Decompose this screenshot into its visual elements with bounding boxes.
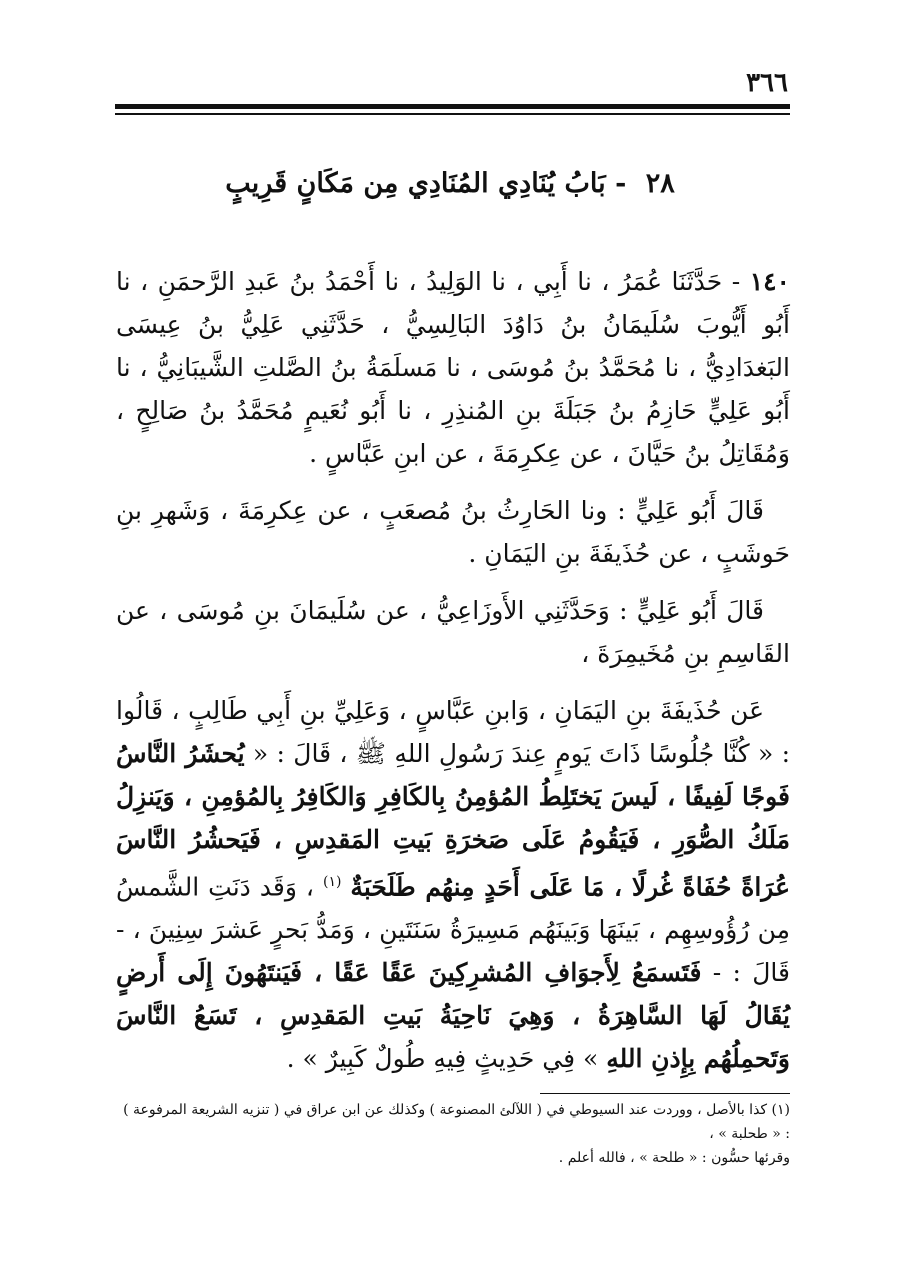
hadith-number-dash: - bbox=[731, 267, 741, 296]
matn-part-2: فَتَسمَعُ لِأَجوَافِ المُشرِكِينَ عَقًا عَقًا ، فَيَنتَهُونَ إِلَى أَرضٍ يُقَالُ لَهَا السَّاهِرَةُ ، وَهِيَ نَاحِيَةُ بَيتِ المَقدِسِ ، تَسَعُ النَّاسَ وَتَحمِلُهُم بِإِذنِ اللهِ bbox=[116, 958, 790, 1074]
chapter-dash: - bbox=[615, 168, 627, 199]
footnote-rule bbox=[540, 1093, 790, 1094]
matn-middle: ، وَقَد دَنَتِ الشَّمسُ مِن رُؤُوسِهِم ، بَينَهَا وَبَينَهُم مَسِيرَةُ سَنَتَينِ ، وَمَدُّ بَحرٍ عَشرَ سِنِينَ ، - قَالَ : - bbox=[116, 872, 790, 988]
chapter-number: ٢٨ bbox=[645, 168, 675, 199]
matn-intro: عَن حُذَيفَةَ بنِ اليَمَانِ ، وَابنِ عَبَّاسٍ ، وَعَلِيِّ بنِ أَبِي طَالِبٍ ، قَالُوا : « كُنَّا جُلُوسًا ذَاتَ يَومٍ عِندَ رَسُولِ اللهِ ﷺ ، قَالَ : « bbox=[116, 696, 791, 768]
hadith-isnad-main bbox=[116, 260, 790, 475]
footnotes bbox=[116, 1098, 790, 1170]
page-number: ٣٦٦ bbox=[746, 68, 788, 98]
footnote-reference: (١) bbox=[322, 874, 342, 890]
footnote-line: وقرئها حسُّون : « طلحة » ، فالله أعلم . bbox=[558, 1150, 790, 1166]
chapter-title-text: بَابُ يُنَادِي المُنَادِي مِن مَكَانٍ قَرِيبٍ bbox=[225, 168, 606, 199]
matn-part-1: يُحشَرُ النَّاسُ فَوجًا لَفِيفًا ، لَيسَ يَختَلِطُ المُؤمِنُ بِالكَافِرِ وَالكَافِرُ بِالمُؤمِنِ ، وَيَنزِلُ مَلَكُ الصُّوَرِ ، فَيَقُومُ عَلَى صَخرَةِ بَيتِ المَقدِسِ ، فَيَحشُرُ النَّاسَ عُرَاةً حُفَاةً غُرلًا ، مَا عَلَى أَحَدٍ مِنهُم طَلَحَبَةٌ bbox=[116, 739, 790, 902]
hadith-number: ١٤٠ bbox=[749, 267, 790, 296]
hadith-matn bbox=[116, 689, 790, 1080]
header-rule-thin bbox=[115, 113, 790, 115]
chapter-title bbox=[0, 168, 900, 199]
isnad-main-text: حَدَّثَنَا عُمَرُ ، نا أَبِي ، نا الوَلِيدُ ، نا أَحْمَدُ بنُ عَبدِ الرَّحمَنِ ، نا أَبُو أَيُّوبَ سُلَيمَانُ بنُ دَاوُدَ البَالِسِيُّ ، حَدَّثَنِي عَلِيُّ بنُ عِيسَى البَغدَادِيُّ ، نا مُحَمَّدُ بنُ مُوسَى ، نا مَسلَمَةُ بنُ الصَّلتِ الشَّيبَانِيُّ ، نا أَبُو عَلِيٍّ حَازِمُ بنُ جَبَلَةَ بنِ المُنذِرِ ، نا أَبُو نُعَيمٍ مُحَمَّدُ بنُ صَالِحٍ ، وَمُقَاتِلُ بنُ حَيَّانَ ، عن عِكرِمَةَ ، عن ابنِ عَبَّاسٍ . bbox=[116, 267, 790, 468]
hadith-isnad-2: قَالَ أَبُو عَلِيٍّ : ونا الحَارِثُ بنُ مُصعَبٍ ، عن عِكرِمَةَ ، وَشَهرِ بنِ حَوشَبٍ ، عن حُذَيفَةَ بنِ اليَمَانِ . bbox=[116, 496, 790, 568]
footnote-line: (١) كذا بالأصل ، ووردت عند السيوطي في ( اللآلئ المصنوعة ) وكذلك عن ابن عراق في ( تنزيه الشريعة المرفوعة ) : « طحلبة » ، bbox=[123, 1102, 790, 1142]
hadith-isnad-3: قَالَ أَبُو عَلِيٍّ : وَحَدَّثَنِي الأَوزَاعِيُّ ، عن سُلَيمَانَ بنِ مُوسَى ، عن القَاسِمِ بنِ مُخَيمِرَةَ ، bbox=[116, 596, 790, 668]
header-rule-thick bbox=[115, 104, 790, 109]
main-text bbox=[116, 260, 790, 1094]
matn-closing: » فِي حَدِيثٍ فِيهِ طُولٌ كَبِيرٌ » . bbox=[286, 1044, 599, 1074]
